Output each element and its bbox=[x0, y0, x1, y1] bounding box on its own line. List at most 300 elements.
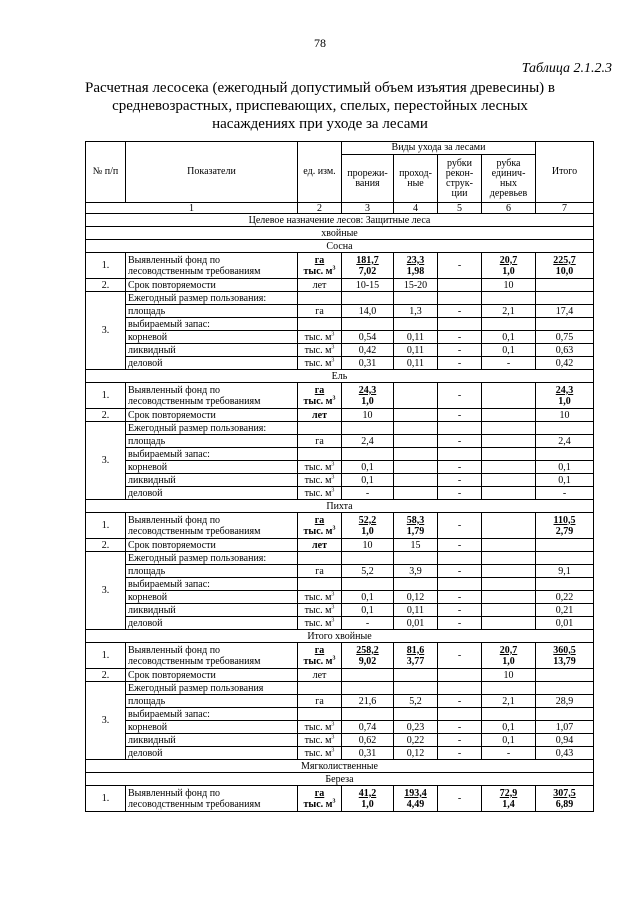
cell-c3 bbox=[342, 487, 394, 500]
row-label: ликвидный bbox=[126, 734, 298, 747]
cell-c3 bbox=[342, 357, 394, 370]
row-label: Выявленный фонд по лесоводственным требованиям bbox=[126, 383, 298, 409]
value: 0,74 bbox=[358, 721, 377, 733]
section-row bbox=[86, 760, 594, 773]
cell-c6 bbox=[482, 305, 536, 318]
value: 0,75 bbox=[555, 331, 574, 343]
row-unit: тыс. $м^3$ bbox=[298, 721, 342, 734]
row-label: Ежегодный размер пользования: bbox=[126, 422, 298, 435]
value: - bbox=[457, 565, 462, 577]
row-unit: га тыс. $м^3$ bbox=[298, 513, 342, 539]
table-row bbox=[86, 617, 594, 630]
value-top: 20,7 bbox=[499, 644, 518, 656]
value-top: 181,7 bbox=[356, 254, 379, 266]
section-row bbox=[86, 240, 594, 253]
row-unit: га тыс. $м^3$ bbox=[298, 643, 342, 669]
row-label: корневой bbox=[126, 721, 298, 734]
table-row bbox=[86, 318, 594, 331]
cell-c7 bbox=[536, 331, 594, 344]
cell-c3 bbox=[342, 383, 394, 409]
species-label: Береза bbox=[86, 773, 594, 786]
row-unit: тыс. $м^3$ bbox=[298, 331, 342, 344]
value-bottom: 1,98 bbox=[406, 265, 425, 277]
cell-c3 bbox=[342, 435, 394, 448]
value: 0,62 bbox=[358, 734, 377, 746]
cell-c6 bbox=[482, 721, 536, 734]
cell-c5 bbox=[438, 747, 482, 760]
row-num: 3. bbox=[86, 422, 126, 500]
cell-c5 bbox=[438, 617, 482, 630]
cell-c4 bbox=[394, 695, 438, 708]
row-label: Срок повторяемости bbox=[126, 279, 298, 292]
cell-c3 bbox=[342, 669, 394, 682]
cell-c7 bbox=[536, 604, 594, 617]
value: 0,42 bbox=[358, 344, 377, 356]
cell-c3 bbox=[342, 591, 394, 604]
cell-c4 bbox=[394, 513, 438, 539]
value: 10 bbox=[362, 539, 373, 551]
header-passing: проход- ные bbox=[394, 155, 438, 203]
value: - bbox=[457, 260, 462, 271]
row-num: 1. bbox=[86, 643, 126, 669]
table-row bbox=[86, 682, 594, 695]
row-label: выбираемый запас: bbox=[126, 708, 298, 721]
cell-c6 bbox=[482, 357, 536, 370]
value: - bbox=[457, 793, 462, 804]
cell-c5 bbox=[438, 643, 482, 669]
cell-c7 bbox=[536, 357, 594, 370]
cell-c3 bbox=[342, 565, 394, 578]
header-thinning: прорежи- вания bbox=[342, 155, 394, 203]
value-bottom: 13,79 bbox=[553, 655, 576, 667]
cell-c6 bbox=[482, 591, 536, 604]
cell-c7 bbox=[536, 487, 594, 500]
row-num: 1. bbox=[86, 513, 126, 539]
row-unit: тыс. $м^3$ bbox=[298, 617, 342, 630]
table-row bbox=[86, 435, 594, 448]
row-label: корневой bbox=[126, 461, 298, 474]
col-number: 7 bbox=[536, 203, 594, 214]
value-top: 193,4 bbox=[404, 787, 427, 799]
value-bottom: 3,77 bbox=[406, 655, 425, 667]
value-bottom: 1,0 bbox=[502, 655, 515, 667]
cell-c7 bbox=[536, 539, 594, 552]
cell-c4 bbox=[394, 734, 438, 747]
value: 28,9 bbox=[555, 695, 574, 707]
cell-c6 bbox=[482, 331, 536, 344]
page-number: 78 bbox=[314, 36, 326, 50]
row-unit: га bbox=[298, 305, 342, 318]
cell-c3 bbox=[342, 617, 394, 630]
cell-c5 bbox=[438, 669, 482, 682]
row-unit: лет bbox=[298, 539, 342, 552]
row-unit: га bbox=[298, 695, 342, 708]
cell-c4 bbox=[394, 786, 438, 812]
value-top: 72,9 bbox=[499, 787, 518, 799]
value: 0,01 bbox=[406, 617, 425, 629]
row-unit: тыс. $м^3$ bbox=[298, 461, 342, 474]
row-label: Срок повторяемости bbox=[126, 409, 298, 422]
group-label: хвойные bbox=[86, 227, 594, 240]
row-label: ликвидный bbox=[126, 474, 298, 487]
table-row bbox=[86, 669, 594, 682]
value-top: 225,7 bbox=[553, 254, 576, 266]
cell-c5 bbox=[438, 331, 482, 344]
value: 0,23 bbox=[406, 721, 425, 733]
value: 3,9 bbox=[409, 565, 422, 577]
value: 2,1 bbox=[502, 695, 515, 707]
row-label: ликвидный bbox=[126, 344, 298, 357]
cell-c7 bbox=[536, 383, 594, 409]
value: 0,1 bbox=[502, 331, 515, 343]
cell-c6 bbox=[482, 617, 536, 630]
cell-c3 bbox=[342, 695, 394, 708]
row-num: 3. bbox=[86, 552, 126, 630]
row-num: 3. bbox=[86, 292, 126, 370]
cell-c7 bbox=[536, 747, 594, 760]
species-label: Итого хвойные bbox=[86, 630, 594, 643]
value: 21,6 bbox=[358, 695, 377, 707]
value: 0,12 bbox=[406, 591, 425, 603]
value-bottom: 1,0 bbox=[558, 395, 571, 407]
value: 0,11 bbox=[406, 331, 425, 343]
value: - bbox=[457, 409, 462, 421]
row-unit: га bbox=[298, 565, 342, 578]
value-top: 110,5 bbox=[553, 514, 576, 526]
row-num: 2. bbox=[86, 539, 126, 552]
value-bottom: 1,0 bbox=[502, 265, 515, 277]
value-bottom: 1,0 bbox=[361, 798, 374, 810]
cell-c3 bbox=[342, 539, 394, 552]
cell-c6 bbox=[482, 513, 536, 539]
value: 10 bbox=[503, 279, 514, 291]
value: - bbox=[457, 520, 462, 531]
cell-c6 bbox=[482, 474, 536, 487]
col-number: 5 bbox=[438, 203, 482, 214]
cell-c4 bbox=[394, 383, 438, 409]
cell-c4 bbox=[394, 409, 438, 422]
value-bottom: 1,0 bbox=[361, 525, 374, 537]
cell-c6 bbox=[482, 695, 536, 708]
cell-c6 bbox=[482, 461, 536, 474]
species-label: Сосна bbox=[86, 240, 594, 253]
header-reconstruction: рубки рекон- струк- ции bbox=[438, 155, 482, 203]
value: - bbox=[457, 390, 462, 401]
table-row bbox=[86, 539, 594, 552]
value: - bbox=[457, 487, 462, 499]
value: 1,3 bbox=[409, 305, 422, 317]
table-row bbox=[86, 747, 594, 760]
row-label: Ежегодный размер пользования: bbox=[126, 292, 298, 305]
species-label: Пихта bbox=[86, 500, 594, 513]
value-top: 24,3 bbox=[555, 384, 574, 396]
cell-c5 bbox=[438, 435, 482, 448]
cell-c7 bbox=[536, 669, 594, 682]
table-row bbox=[86, 721, 594, 734]
table-row bbox=[86, 487, 594, 500]
cell-c4 bbox=[394, 643, 438, 669]
value: - bbox=[457, 474, 462, 486]
row-label: деловой bbox=[126, 617, 298, 630]
row-num: 2. bbox=[86, 279, 126, 292]
table-row bbox=[86, 513, 594, 539]
value-bottom: 1,79 bbox=[406, 525, 425, 537]
row-unit: тыс. $м^3$ bbox=[298, 604, 342, 617]
header-num: № п/п bbox=[86, 142, 126, 203]
cell-c6 bbox=[482, 747, 536, 760]
row-label: деловой bbox=[126, 747, 298, 760]
row-label: корневой bbox=[126, 591, 298, 604]
table-row bbox=[86, 695, 594, 708]
cell-c5 bbox=[438, 721, 482, 734]
table-row bbox=[86, 279, 594, 292]
row-label: Выявленный фонд по лесоводственным требованиям bbox=[126, 253, 298, 279]
value-top: 20,7 bbox=[499, 254, 518, 266]
row-unit: тыс. $м^3$ bbox=[298, 591, 342, 604]
table-row bbox=[86, 331, 594, 344]
header-care-types: Виды ухода за лесами bbox=[342, 142, 536, 155]
cell-c6 bbox=[482, 435, 536, 448]
value-bottom: 1,0 bbox=[361, 395, 374, 407]
cell-c5 bbox=[438, 253, 482, 279]
value: 5,2 bbox=[361, 565, 374, 577]
row-num: 3. bbox=[86, 682, 126, 760]
value: 0,63 bbox=[555, 344, 574, 356]
cell-c5 bbox=[438, 786, 482, 812]
value: - bbox=[457, 435, 462, 447]
cell-c7 bbox=[536, 461, 594, 474]
value: 0,01 bbox=[555, 617, 574, 629]
header-unit: ед. изм. bbox=[298, 142, 342, 203]
row-label: выбираемый запас: bbox=[126, 318, 298, 331]
value: 14,0 bbox=[358, 305, 377, 317]
cell-c3 bbox=[342, 305, 394, 318]
cell-c6 bbox=[482, 487, 536, 500]
value: - bbox=[457, 357, 462, 369]
value: 0,11 bbox=[406, 357, 425, 369]
row-num: 1. bbox=[86, 786, 126, 812]
cell-c5 bbox=[438, 409, 482, 422]
value: 1,07 bbox=[555, 721, 574, 733]
cell-c7 bbox=[536, 344, 594, 357]
value: 10 bbox=[559, 409, 570, 421]
value: - bbox=[562, 487, 567, 499]
value: - bbox=[457, 344, 462, 356]
header-row bbox=[86, 142, 594, 155]
cell-c7 bbox=[536, 253, 594, 279]
cell-c3 bbox=[342, 344, 394, 357]
row-unit: тыс. $м^3$ bbox=[298, 747, 342, 760]
cell-c5 bbox=[438, 474, 482, 487]
table-label: Таблица 2.1.2.3 bbox=[521, 61, 612, 76]
value-top: 58,3 bbox=[406, 514, 425, 526]
row-label: ликвидный bbox=[126, 604, 298, 617]
cell-c3 bbox=[342, 643, 394, 669]
value-top: 24,3 bbox=[358, 384, 377, 396]
species-label: Ель bbox=[86, 370, 594, 383]
cell-c4 bbox=[394, 357, 438, 370]
cell-c6 bbox=[482, 279, 536, 292]
section-row bbox=[86, 773, 594, 786]
table-row bbox=[86, 578, 594, 591]
group-label: Мягколиственные bbox=[86, 760, 594, 773]
table-row bbox=[86, 344, 594, 357]
cell-c6 bbox=[482, 565, 536, 578]
value: 9,1 bbox=[558, 565, 571, 577]
value-top: 81,6 bbox=[406, 644, 425, 656]
value: 0,1 bbox=[502, 721, 515, 733]
col-number: 3 bbox=[342, 203, 394, 214]
value: 0,22 bbox=[406, 734, 425, 746]
row-unit: тыс. $м^3$ bbox=[298, 474, 342, 487]
cell-c5 bbox=[438, 344, 482, 357]
value-bottom: 6,89 bbox=[555, 798, 574, 810]
purpose-label: Целевое назначение лесов: Защитные леса bbox=[86, 214, 594, 227]
value: 0,22 bbox=[555, 591, 574, 603]
header-total: Итого bbox=[536, 142, 594, 203]
cell-c7 bbox=[536, 305, 594, 318]
cell-c4 bbox=[394, 617, 438, 630]
cell-c4 bbox=[394, 344, 438, 357]
table-row bbox=[86, 474, 594, 487]
row-label: Выявленный фонд по лесоводственным требованиям bbox=[126, 513, 298, 539]
cell-c6 bbox=[482, 539, 536, 552]
cell-c5 bbox=[438, 539, 482, 552]
table-row bbox=[86, 292, 594, 305]
value: - bbox=[457, 695, 462, 707]
row-num: 2. bbox=[86, 669, 126, 682]
cell-c6 bbox=[482, 383, 536, 409]
table-row bbox=[86, 305, 594, 318]
cell-c6 bbox=[482, 344, 536, 357]
value: 0,1 bbox=[558, 461, 571, 473]
value: - bbox=[457, 461, 462, 473]
value: 5,2 bbox=[409, 695, 422, 707]
value-bottom: 1,4 bbox=[502, 798, 515, 810]
table-row bbox=[86, 357, 594, 370]
value: - bbox=[457, 734, 462, 746]
row-label: площадь bbox=[126, 435, 298, 448]
value: 10 bbox=[362, 409, 373, 421]
col-number: 4 bbox=[394, 203, 438, 214]
value: 0,1 bbox=[502, 734, 515, 746]
value: 0,94 bbox=[555, 734, 574, 746]
forest-table bbox=[85, 141, 594, 812]
value: 0,1 bbox=[361, 461, 374, 473]
value: 10 bbox=[503, 669, 514, 681]
value: 0,21 bbox=[555, 604, 574, 616]
row-label: площадь bbox=[126, 305, 298, 318]
table-row bbox=[86, 786, 594, 812]
value: 0,1 bbox=[558, 474, 571, 486]
value-bottom: 7,02 bbox=[358, 265, 377, 277]
cell-c3 bbox=[342, 279, 394, 292]
row-num: 2. bbox=[86, 409, 126, 422]
row-unit: лет bbox=[298, 279, 342, 292]
section-row bbox=[86, 630, 594, 643]
cell-c7 bbox=[536, 474, 594, 487]
column-numbers-row bbox=[86, 203, 594, 214]
cell-c3 bbox=[342, 786, 394, 812]
cell-c6 bbox=[482, 643, 536, 669]
col-number: 2 bbox=[298, 203, 342, 214]
value: - bbox=[457, 747, 462, 759]
row-label: Выявленный фонд по лесоводственным требованиям bbox=[126, 643, 298, 669]
value: 0,43 bbox=[555, 747, 574, 759]
row-label: деловой bbox=[126, 357, 298, 370]
header-indicators: Показатели bbox=[126, 142, 298, 203]
value: - bbox=[506, 747, 511, 759]
cell-c6 bbox=[482, 604, 536, 617]
cell-c5 bbox=[438, 695, 482, 708]
value-top: 52,2 bbox=[358, 514, 377, 526]
col-number: 1 bbox=[86, 203, 298, 214]
value-top: 307,5 bbox=[553, 787, 576, 799]
cell-c7 bbox=[536, 409, 594, 422]
cell-c5 bbox=[438, 513, 482, 539]
cell-c4 bbox=[394, 747, 438, 760]
value-top: 258,2 bbox=[356, 644, 379, 656]
cell-c5 bbox=[438, 591, 482, 604]
value: 0,31 bbox=[358, 357, 377, 369]
row-label: Ежегодный размер пользования: bbox=[126, 552, 298, 565]
cell-c3 bbox=[342, 747, 394, 760]
table-row bbox=[86, 643, 594, 669]
value: 2,4 bbox=[558, 435, 571, 447]
value: 2,4 bbox=[361, 435, 374, 447]
value: - bbox=[365, 487, 370, 499]
value: - bbox=[457, 591, 462, 603]
cell-c4 bbox=[394, 669, 438, 682]
value: 0,1 bbox=[361, 604, 374, 616]
value: 2,1 bbox=[502, 305, 515, 317]
cell-c7 bbox=[536, 695, 594, 708]
value-top: 41,2 bbox=[358, 787, 377, 799]
cell-c7 bbox=[536, 643, 594, 669]
value: 10-15 bbox=[355, 279, 380, 291]
cell-c6 bbox=[482, 409, 536, 422]
cell-c4 bbox=[394, 253, 438, 279]
value: 15-20 bbox=[403, 279, 428, 291]
value-top: 23,3 bbox=[406, 254, 425, 266]
cell-c7 bbox=[536, 786, 594, 812]
table-row bbox=[86, 708, 594, 721]
cell-c4 bbox=[394, 435, 438, 448]
value: 0,1 bbox=[361, 474, 374, 486]
row-unit: га тыс. $м^3$ bbox=[298, 383, 342, 409]
row-label: выбираемый запас: bbox=[126, 578, 298, 591]
cell-c3 bbox=[342, 253, 394, 279]
row-unit: тыс. $м^3$ bbox=[298, 734, 342, 747]
cell-c4 bbox=[394, 539, 438, 552]
row-label: корневой bbox=[126, 331, 298, 344]
cell-c3 bbox=[342, 604, 394, 617]
cell-c6 bbox=[482, 669, 536, 682]
cell-c7 bbox=[536, 617, 594, 630]
table-row bbox=[86, 253, 594, 279]
table-row bbox=[86, 591, 594, 604]
section-row bbox=[86, 214, 594, 227]
cell-c4 bbox=[394, 565, 438, 578]
value-top: 360,5 bbox=[553, 644, 576, 656]
value: - bbox=[457, 617, 462, 629]
table-row bbox=[86, 422, 594, 435]
value: 15 bbox=[410, 539, 421, 551]
cell-c5 bbox=[438, 383, 482, 409]
value-bottom: 2,79 bbox=[555, 525, 574, 537]
cell-c3 bbox=[342, 734, 394, 747]
cell-c7 bbox=[536, 734, 594, 747]
